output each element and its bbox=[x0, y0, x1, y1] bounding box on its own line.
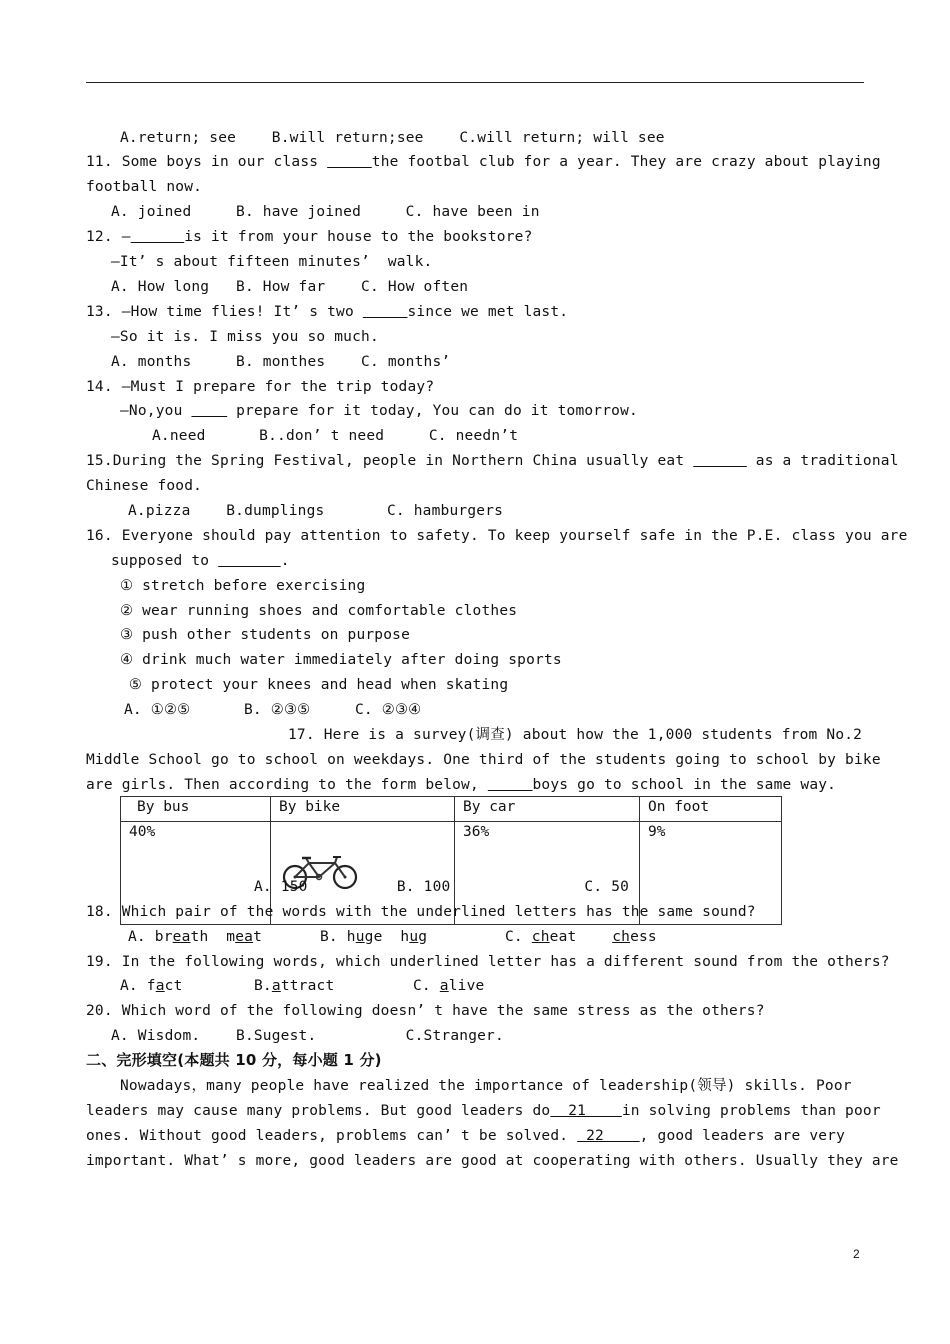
table-value-bus: 40% bbox=[121, 822, 271, 925]
table-header-row bbox=[121, 797, 782, 822]
table-value-car: 36% bbox=[455, 822, 640, 925]
q17-options: A. 150 B. 100 C. 50 bbox=[254, 879, 630, 895]
q16-options: A. ①②⑤ B. ②③⑤ C. ②③④ bbox=[124, 702, 422, 718]
q13-stem: 13. —How time flies! It’ s two since we met last. bbox=[86, 304, 569, 320]
q19-option-b: B.attract bbox=[254, 978, 335, 994]
q16-item-4: ④ drink much water immediately after doing sports bbox=[120, 652, 562, 668]
q16-stem: 16. Everyone should pay attention to safety. To keep yourself safe in the P.E. class you are bbox=[86, 528, 908, 544]
table-header-bike: By bike bbox=[271, 797, 455, 822]
table-value-foot: 9% bbox=[640, 822, 782, 925]
q18-option-b: B. huge hug bbox=[320, 929, 428, 945]
q18-stem: 18. Which pair of the words with the underlined letters has the same sound? bbox=[86, 904, 756, 920]
q13-options: A. months B. monthes C. months’ bbox=[111, 354, 451, 370]
passage-line-2: leaders may cause many problems. But good leaders do 21 in solving problems than poor bbox=[86, 1103, 881, 1119]
section2-heading: 二、完形填空(本题共 10 分，每小题 1 分) bbox=[86, 1051, 382, 1069]
q18-option-a: A. breath meat bbox=[128, 929, 262, 945]
q13-stem-line2: —So it is. I miss you so much. bbox=[111, 329, 379, 345]
q11-options: A. joined B. have joined C. have been in bbox=[111, 204, 540, 220]
q16-item-1: ① stretch before exercising bbox=[120, 578, 366, 594]
passage-line-1: Nowadays，many people have realized the importance of leadership(领导) skills. Poor bbox=[120, 1078, 852, 1094]
blank-21: 21 bbox=[550, 1103, 622, 1119]
q18-option-c: C. cheat chess bbox=[505, 929, 657, 945]
q11-stem-line2: football now. bbox=[86, 179, 203, 195]
q16-item-2: ② wear running shoes and comfortable clothes bbox=[120, 603, 518, 619]
q11-blank bbox=[327, 154, 372, 170]
q17-stem: 17. Here is a survey(调查) about how the 1,000 students from No.2 bbox=[288, 727, 863, 743]
q15-stem-line2: Chinese food. bbox=[86, 478, 203, 494]
q16-item-3: ③ push other students on purpose bbox=[120, 627, 411, 643]
q16-blank bbox=[218, 553, 281, 569]
q20-stem: 20. Which word of the following doesn’ t have the same stress as the others? bbox=[86, 1003, 765, 1019]
q19-option-a: A. fact bbox=[120, 978, 183, 994]
q19-option-c: C. alive bbox=[413, 978, 485, 994]
q14-stem-line2: —No,you prepare for it today, You can do it tomorrow. bbox=[120, 403, 638, 419]
q12-options: A. How long B. How far C. How often bbox=[111, 279, 469, 295]
table-header-car: By car bbox=[455, 797, 640, 822]
q11-stem: 11. Some boys in our class the footbal club for a year. They are crazy about playing bbox=[86, 154, 881, 170]
q12-stem-line2: —It’ s about fifteen minutes’ walk. bbox=[111, 254, 433, 270]
q16-item-5: ⑤ protect your knees and head when skating bbox=[120, 677, 509, 693]
q14-options: A.need B..don’ t need C. needn’t bbox=[152, 428, 519, 444]
header-rule bbox=[86, 82, 864, 83]
q17-stem-line2: Middle School go to school on weekdays. One third of the students going to school by bike bbox=[86, 752, 881, 768]
q20-options: A. Wisdom. B.Sugest. C.Stranger. bbox=[111, 1028, 504, 1044]
q15-stem: 15.During the Spring Festival, people in Northern China usually eat as a traditional bbox=[86, 453, 899, 469]
q12-blank bbox=[131, 229, 185, 245]
q19-stem: 19. In the following words, which underlined letter has a different sound from the others? bbox=[86, 954, 890, 970]
q13-blank bbox=[363, 304, 408, 320]
q16-stem-line2: supposed to . bbox=[111, 553, 290, 569]
q15-blank bbox=[693, 453, 747, 469]
q15-options: A.pizza B.dumplings C. hamburgers bbox=[128, 503, 504, 519]
q14-stem: 14. —Must I prepare for the trip today? bbox=[86, 379, 435, 395]
table-header-foot: On foot bbox=[640, 797, 782, 822]
passage-line-4: important. What’ s more, good leaders are good at cooperating with others. Usually they are bbox=[86, 1153, 899, 1169]
q17-stem-line3: are girls. Then according to the form below, boys go to school in the same way. bbox=[86, 777, 837, 793]
q12-stem: 12. — is it from your house to the bookstore? bbox=[86, 229, 533, 245]
q10-options: A.return; see B.will return;see C.will return; will see bbox=[120, 130, 665, 146]
page-number: 2 bbox=[853, 1247, 860, 1261]
q17-blank bbox=[488, 777, 533, 793]
blank-22: 22 bbox=[577, 1128, 640, 1144]
passage-line-3: ones. Without good leaders, problems can’ t be solved. 22 , good leaders are very bbox=[86, 1128, 846, 1144]
table-header-bus: By bus bbox=[121, 797, 271, 822]
q14-blank bbox=[191, 403, 227, 419]
